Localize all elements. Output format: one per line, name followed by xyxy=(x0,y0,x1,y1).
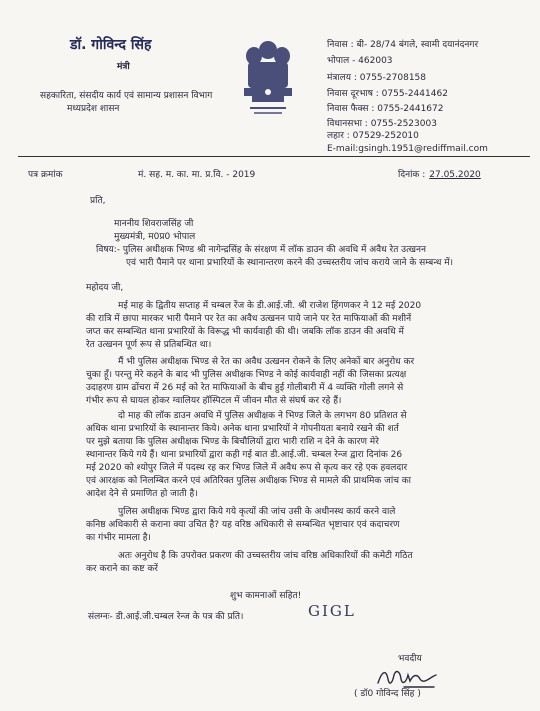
para3-line: एवं आरक्षक को निलम्बित करने एवं अतिरिक्त पुलिस अधीक्षक भिण्ड से मामले की प्राथमिक जांच का xyxy=(86,476,412,486)
subject-line-1: विषय:- पुलिस अधीक्षक भिण्ड श्री नागेन्द्रसिंह के संरक्षण में लॉक डाउन की अवधि में अवैध रेत उत्खनन xyxy=(96,245,426,255)
para4-line: कनिष्ठ अधिकारी से कराना क्या उचित है? यह वरिष्ठ अधिकारी से सम्बन्धित भृष्टाचार एवं कदाचरण xyxy=(86,520,400,530)
initials-signature: GIGL xyxy=(308,602,356,620)
department: सहकारिता, संसदीय कार्य एवं सामान्य प्रशासन विभाग xyxy=(40,91,213,101)
para3-line: स्थानान्तर किये गये हैं। थाना प्रभारियों द्वारा कही गई बात डी.आई.जी. चम्बल रेन्ज द्वारा दिनांक 26 xyxy=(86,450,403,460)
para2-line: मैं भी पुलिस अधीक्षक भिण्ड से रेत का अवैध उत्खनन रोकने के लिए अनेकों बार अनुरोध कर xyxy=(118,357,415,367)
para5-line: अतः अनुरोध है कि उपरोक्त प्रकरण की उच्चस्तरीय जांच वरिष्ठ अधिकारियों की कमेटी गठित xyxy=(118,551,413,561)
para1-line: की रात्रि में छापा मारकर भारी पैमाने पर रेत का अवैध उत्खनन पाये जाने पर रेत माफियाओं की मशीनें xyxy=(86,314,412,324)
para2-line: गंभीर रूप से घायल होकर ग्वालियर हॉस्पिटल में जीवन मौत से संघर्ष कर रहे हैं। xyxy=(86,396,342,406)
reference-label: पत्र क्रमांक xyxy=(28,170,63,180)
signatory-name: ( डॉ0 गोविन्द सिंह ) xyxy=(354,689,421,699)
para4-line: पुलिस अधीक्षक भिण्ड द्वारा किये गये कृत्यों की जांच उसी के अधीनस्थ कार्य करने वाले xyxy=(118,507,396,517)
date-value: 27.05.2020 xyxy=(429,170,481,180)
para1-line: रेत उत्खनन पूर्ण रूप से प्रतिबन्धित था। xyxy=(86,340,212,350)
para3-line: आदेश देने से प्रमाणित हो जाती है। xyxy=(86,489,198,499)
residence-line1: निवास : बी- 28/74 बंगले, स्वामी दयानंदनगर xyxy=(327,40,479,50)
assembly-phone: विधानसभा : 0755-2523003 xyxy=(327,119,437,129)
para5-line: कर कराने का कष्ट करें xyxy=(86,564,158,574)
to-label: प्रति, xyxy=(90,196,106,206)
subject-line-2: एवं भारी पैमाने पर थाना प्रभारियों के स्थानान्तरण करने की उच्चस्तरीय जांच कराये जाने के सम्बन्ध में। xyxy=(126,258,454,268)
para3-line: दो माह की लॉक डाउन अवधि में पुलिस अधीक्षक ने भिण्ड जिले के लगभग 80 प्रतिशत से xyxy=(118,411,407,421)
home-fax: निवास फैक्स : 0755-2441672 xyxy=(327,104,444,114)
para2-line: उदाहरण ग्राम ढोंचरा में 26 मई को रेत माफियाओं के बीच हुई गोलीबारी में 4 व्यक्ति गोली लगने से xyxy=(86,383,404,393)
recipient-name: माननीय शिवराजसिंह जी xyxy=(114,219,194,229)
reference-number: मं. सह. म. का. मा. प्र.वि. - 2019 xyxy=(138,170,256,180)
enclosure: संलग्नः- डी.आई.जी.चम्बल रेन्ज के पत्र की प्रति। xyxy=(88,612,244,622)
para1-line: मई माह के द्वितीय सप्ताह में चम्बल रेंज के डी.आई.जी. श्री राजेश हिंगणकर ने 12 मई 2020 xyxy=(118,301,422,311)
lahar-phone: लहार : 07529-252010 xyxy=(327,131,419,141)
para4-line: का गंभीर मामला है। xyxy=(86,533,151,543)
recipient-title: मुख्यमंत्री, म0प्र0 भोपाल xyxy=(114,232,196,242)
residence-line2: भोपाल - 462003 xyxy=(327,56,393,66)
para3-line: पर मुझे बताया कि पुलिस अधीक्षक भिण्ड के बिचौलियों द्वारा भारी राशि न देने के कारण मेरे xyxy=(86,437,379,447)
para3-line: मई 2020 को श्योपुर जिले में पदस्थ रह कर भिण्ड जिले में अवैध रूप से कृत्य कर रहे एक हवलदार xyxy=(86,463,408,473)
home-phone: निवास दूरभाष : 0755-2441462 xyxy=(327,89,448,99)
para2-line: चुका हूँ। परन्तु मेरे कहने के बाद भी पुलिस अधीक्षक भिण्ड ने कोई कार्यवाही नहीं की जिसका प्रत्यक्ष xyxy=(86,370,407,380)
salutation: महोदय जी, xyxy=(86,283,124,293)
email: E-mail:gsingh.1951@rediffmail.com xyxy=(327,144,488,154)
closing-wishes: शुभ कामनाओं सहित! xyxy=(230,591,302,601)
yours-faithfully: भवदीय xyxy=(398,654,422,664)
ministry-phone: मंत्रालय : 0755-2708158 xyxy=(327,73,426,83)
para1-line: जप्त कर सम्बन्धित थाना प्रभारियों के विरूद्ध भी कार्यवाही की थी। जबकि लॉक डाउन की अवधि में xyxy=(86,327,404,337)
date-label: दिनांक : xyxy=(398,170,426,180)
state: मध्यप्रदेश शासन xyxy=(67,104,120,114)
designation: मंत्री xyxy=(117,62,130,72)
minister-name: डॉ. गोविन्द सिंह xyxy=(70,37,152,53)
para3-line: अधिक थाना प्रभारियों के स्थानान्तर किये। अनेक थाना प्रभारियों ने गोपनीयता बनाये रखने की शर्त xyxy=(86,424,399,434)
